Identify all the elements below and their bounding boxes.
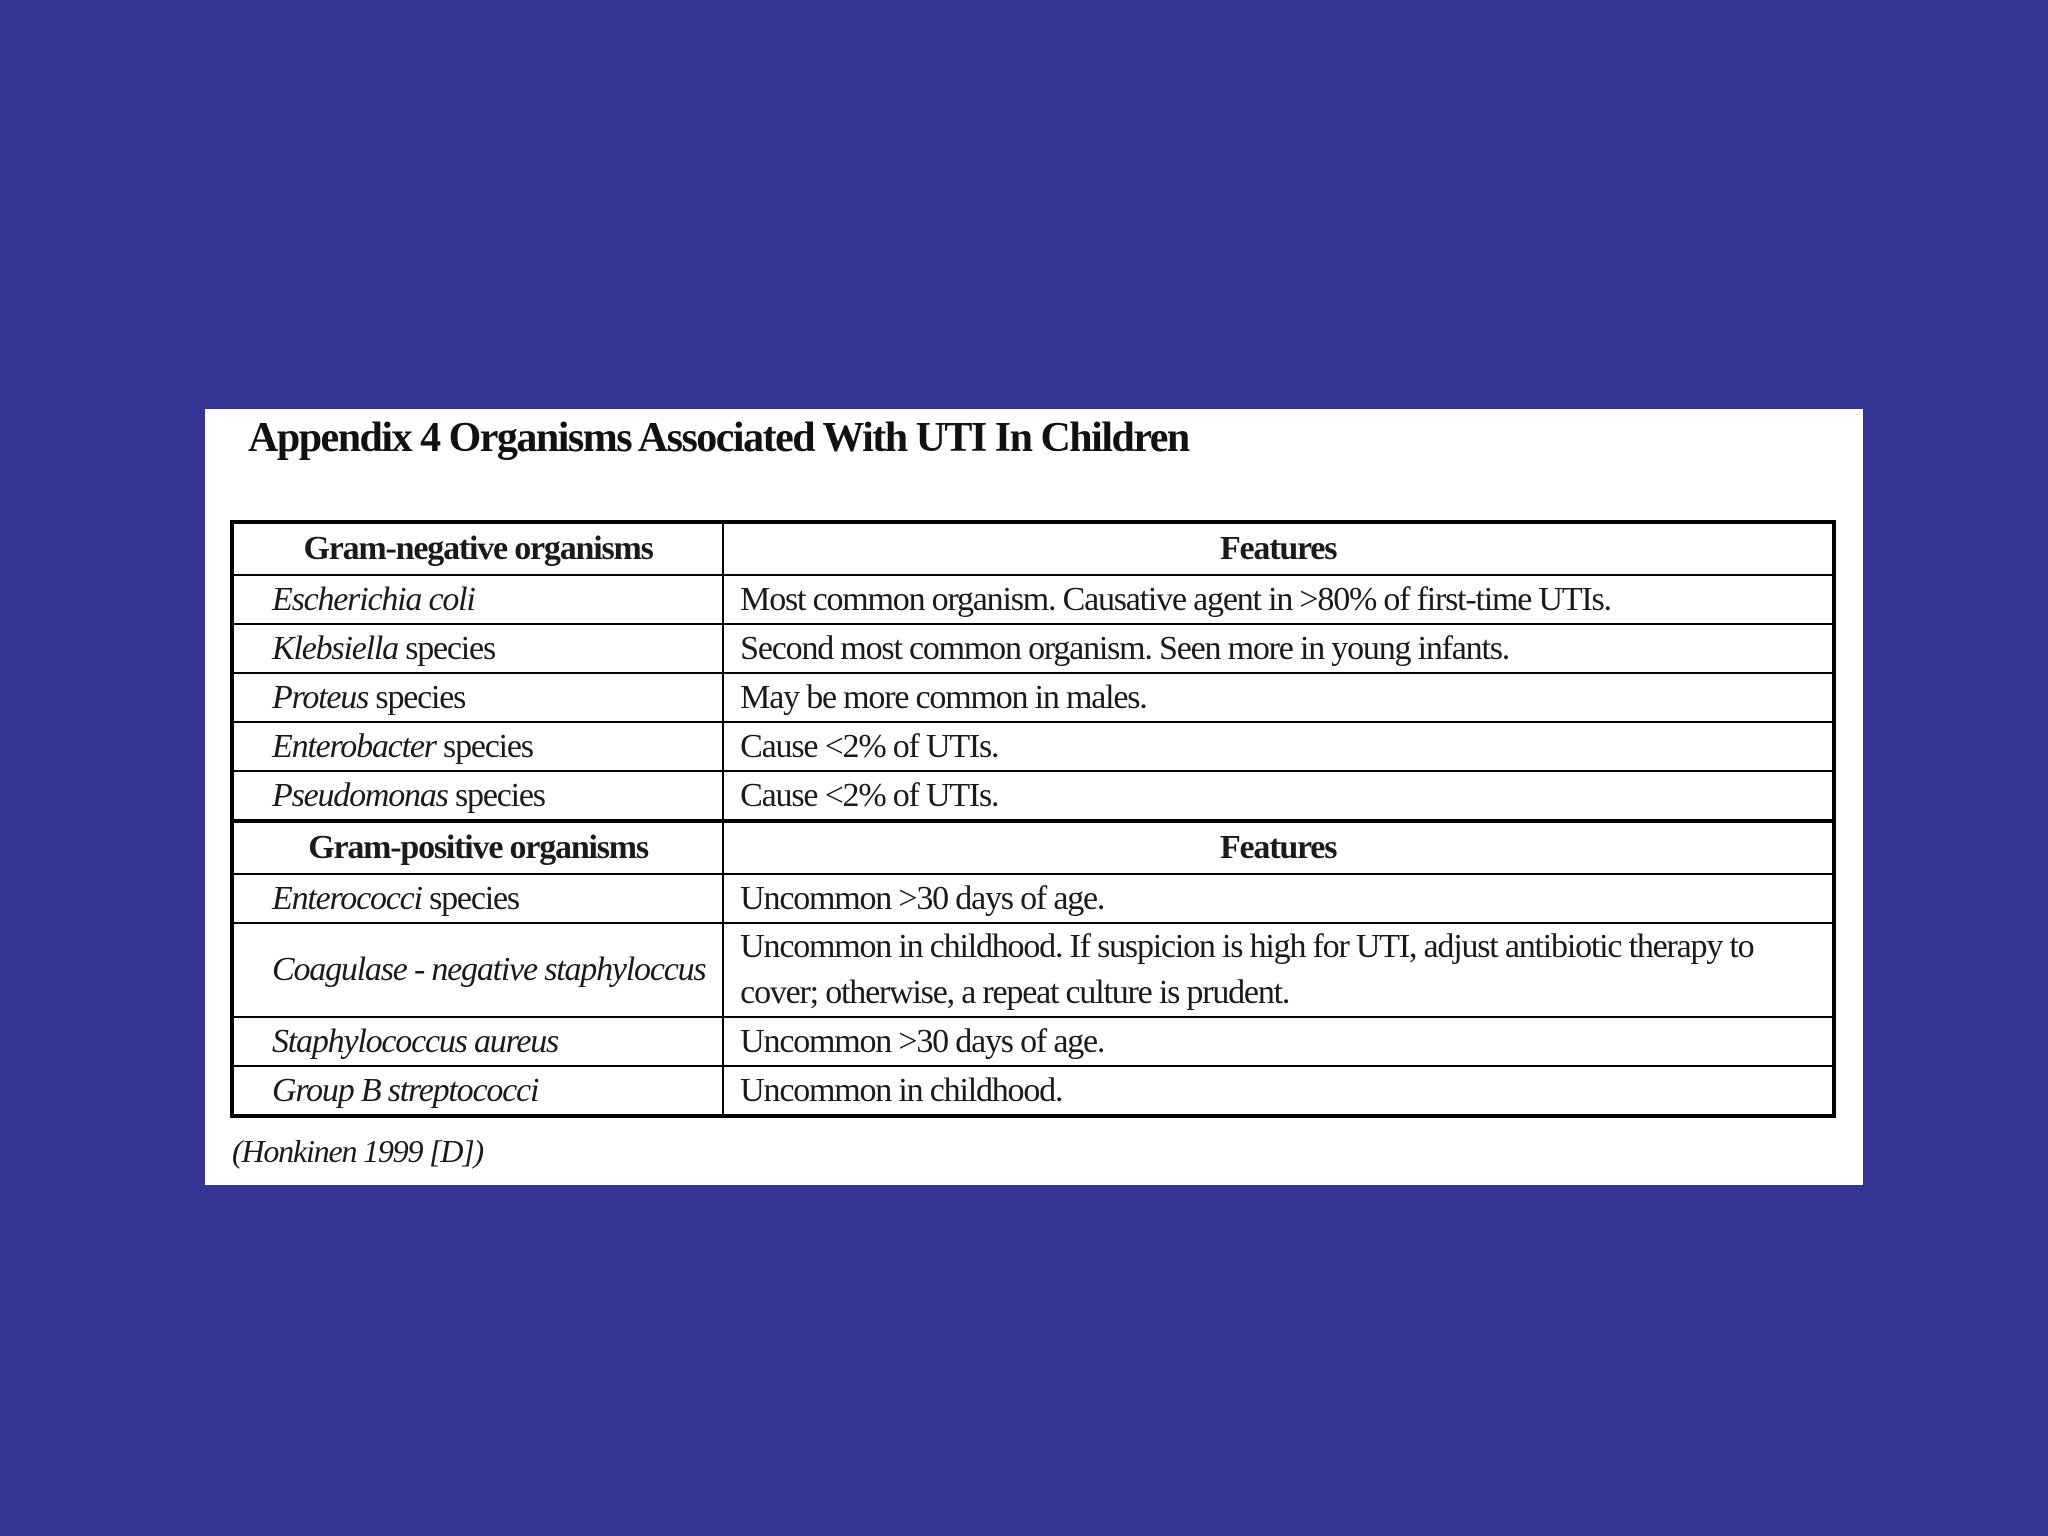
- organism-suffix: species: [421, 879, 519, 917]
- organism-cell: [232, 722, 723, 771]
- features-cell: Most common organism. Causative agent in >80% of first-time UTIs.: [723, 575, 1834, 624]
- organism-name: Pseudomonas: [272, 776, 448, 814]
- table-row: [232, 1066, 1834, 1116]
- organism-cell: [232, 673, 723, 722]
- organism-cell: [232, 624, 723, 673]
- table-row: [232, 575, 1834, 624]
- table-row: [232, 1017, 1834, 1066]
- features-cell: Cause <2% of UTIs.: [723, 771, 1834, 821]
- organism-name: Klebsiella: [272, 629, 398, 667]
- organism-suffix: species: [368, 678, 466, 716]
- organisms-table: [230, 520, 1836, 1118]
- features-cell: Second most common organism. Seen more in young infants.: [723, 624, 1834, 673]
- appendix-title: Appendix 4 Organisms Associated With UTI In Children: [248, 415, 1189, 461]
- features-cell: Uncommon >30 days of age.: [723, 874, 1834, 923]
- organism-name: Proteus: [272, 678, 369, 716]
- features-cell: Uncommon in childhood.: [723, 1066, 1834, 1116]
- features-cell: Uncommon >30 days of age.: [723, 1017, 1834, 1066]
- table-header-row-gram-negative: [232, 522, 1834, 575]
- organism-cell: [232, 1017, 723, 1066]
- organism-cell: [232, 575, 723, 624]
- table-row: [232, 624, 1834, 673]
- table-row: [232, 673, 1834, 722]
- organism-suffix: species: [397, 629, 495, 667]
- column-header-features: Features: [723, 821, 1834, 874]
- table-row: [232, 923, 1834, 1017]
- organism-suffix: species: [435, 727, 533, 765]
- features-cell: Uncommon in childhood. If suspicion is high for UTI, adjust antibiotic therapy to cover; otherwise, a repeat culture is prudent.: [723, 923, 1834, 1017]
- organism-name: Enterobacter: [272, 727, 436, 765]
- organism-cell: [232, 1066, 723, 1116]
- organism-name: Group B streptococci: [272, 1071, 539, 1109]
- column-header-organisms: Gram-negative organisms: [232, 522, 723, 575]
- organism-cell: [232, 874, 723, 923]
- organism-suffix: species: [447, 776, 545, 814]
- features-cell: May be more common in males.: [723, 673, 1834, 722]
- features-cell: Cause <2% of UTIs.: [723, 722, 1834, 771]
- column-header-features: Features: [723, 522, 1834, 575]
- table-row: [232, 722, 1834, 771]
- organism-name: Coagulase - negative staphyloccus: [272, 951, 706, 988]
- organism-cell: [232, 771, 723, 821]
- table-row: [232, 874, 1834, 923]
- organism-name: Staphylococcus aureus: [272, 1022, 559, 1060]
- table-header-row-gram-positive: [232, 821, 1834, 874]
- organism-name: Enterococci: [272, 879, 422, 917]
- organism-cell: [232, 923, 723, 1017]
- organism-name: Escherichia coli: [272, 580, 475, 618]
- appendix-panel: [205, 409, 1863, 1185]
- table-row: [232, 771, 1834, 821]
- citation: (Honkinen 1999 [D]): [232, 1133, 483, 1169]
- column-header-organisms: Gram-positive organisms: [232, 821, 723, 874]
